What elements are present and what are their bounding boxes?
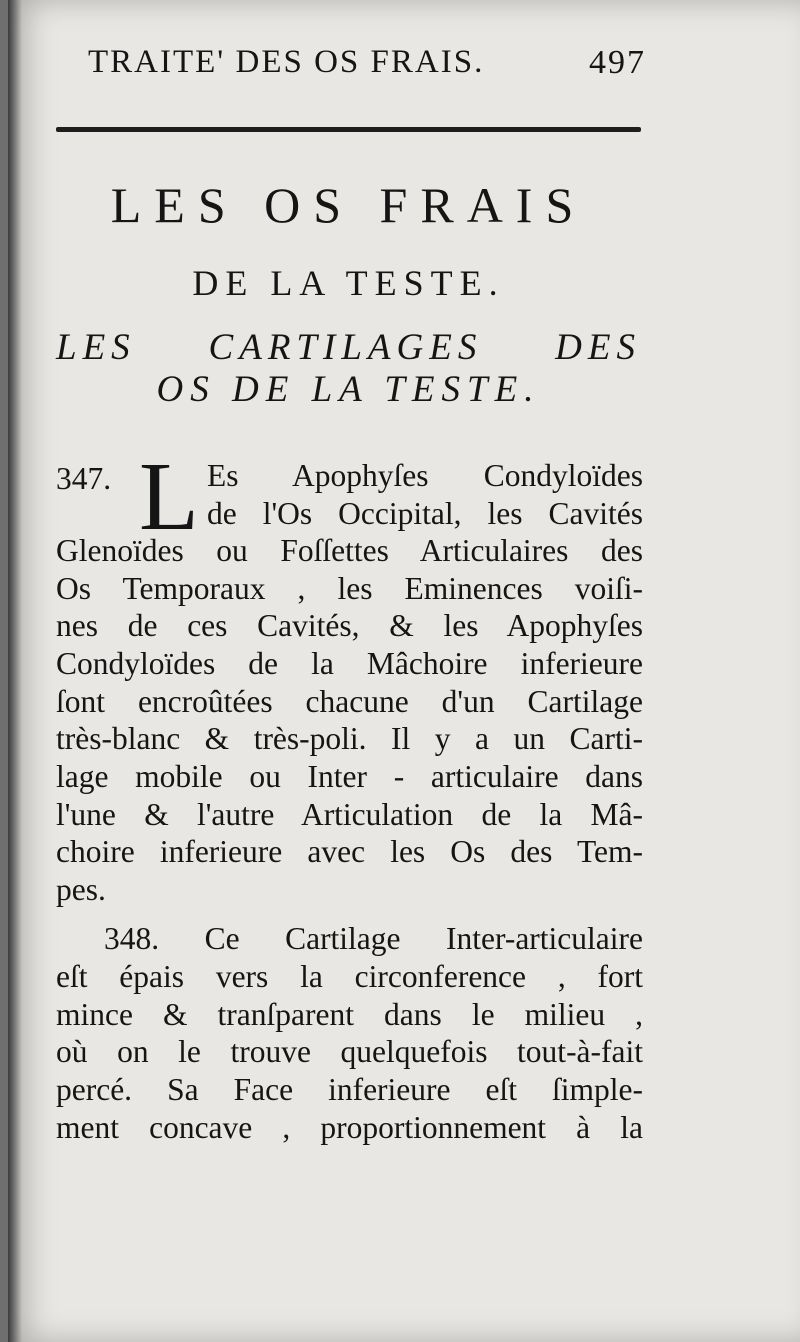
text-line: mince & tranſparent dans le milieu ,: [56, 997, 643, 1032]
running-head-title: TRAITE' DES OS FRAIS.: [88, 44, 485, 80]
paragraph-number-347: 347.: [56, 461, 112, 496]
section-heading-line-2: OS DE LA TESTE.: [156, 369, 541, 410]
text-line: de l'Os Occipital, les Cavités: [207, 496, 643, 531]
text-line: nes de ces Cavités, & les Apophyſes: [56, 608, 643, 643]
text-line: choire inferieure avec les Os des Tem-: [56, 834, 643, 869]
text-line: eſt épais vers la circonference , fort: [56, 959, 643, 994]
text-line: ſont encroûtées chacune d'un Cartilage: [56, 684, 643, 719]
text-line: Condyloïdes de la Mâchoire inferieure: [56, 646, 643, 681]
text-line: Es Apophyſes Condyloïdes: [207, 458, 643, 493]
running-head: [88, 44, 648, 94]
page-gutter-shadow: [8, 0, 22, 1342]
book-page: [8, 0, 800, 1342]
text-line: Glenoïdes ou Foſſettes Articulaires des: [56, 533, 643, 568]
page-number: 497: [589, 44, 646, 81]
text-line: ment concave , proportionnement à la: [56, 1110, 643, 1145]
text-line: pes.: [56, 872, 106, 907]
text-line: lage mobile ou Inter - articulaire dans: [56, 759, 643, 794]
text-line: où on le trouve quelquefois tout-à-fait: [56, 1034, 643, 1069]
sub-heading: DE LA TESTE.: [192, 263, 505, 303]
header-rule: [56, 127, 641, 132]
text-line: Os Temporaux , les Eminences voiſi-: [56, 571, 643, 606]
text-line: percé. Sa Face inferieure eſt ſimple-: [56, 1072, 643, 1107]
text-line: 348. Ce Cartilage Inter-articulaire: [104, 921, 643, 956]
section-heading-line-1: LES CARTILAGES DES: [56, 327, 641, 368]
text-line: l'une & l'autre Articulation de la Mâ-: [56, 797, 643, 832]
text-line: très-blanc & très-poli. Il y a un Carti-: [56, 721, 643, 756]
main-heading: LES OS FRAIS: [110, 177, 587, 233]
drop-cap: L: [139, 443, 199, 551]
